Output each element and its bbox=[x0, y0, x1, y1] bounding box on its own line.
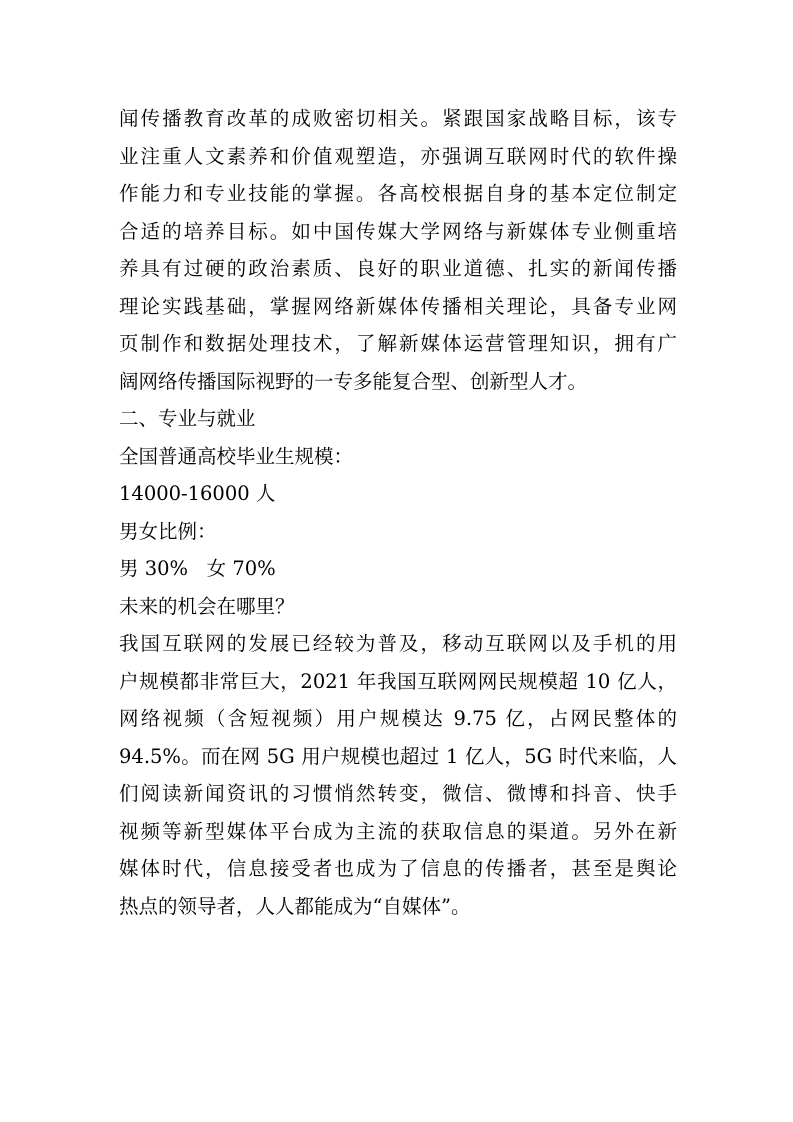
text-line: 我国互联网的发展已经较为普及，移动互联网以及手机的用 bbox=[119, 632, 677, 655]
text-line: 户规模都非常巨大，2021 年我国互联网网民规模超 10 亿人， bbox=[119, 669, 677, 693]
text-line: 媒体时代，信息接受者也成为了信息的传播者，甚至是舆论 bbox=[119, 857, 677, 880]
text-line: 闻传播教育改革的成败密切相关。紧跟国家战略目标，该专 bbox=[119, 107, 677, 130]
text-line: 理论实践基础，掌握网络新媒体传播相关理论，具备专业网 bbox=[119, 294, 677, 318]
text-line: 业注重人文素养和价值观塑造，亦强调互联网时代的软件操 bbox=[119, 144, 677, 168]
text-line: 网络视频（含短视频）用户规模达 9.75 亿，占网民整体的 bbox=[119, 707, 677, 730]
gender-ratio-value: 男 30% 女 70% bbox=[119, 557, 276, 580]
text-line: 们阅读新闻资讯的习惯悄然转变，微信、微博和抖音、快手 bbox=[119, 782, 677, 805]
text-line: 养具有过硬的政治素质、良好的职业道德、扎实的新闻传播 bbox=[119, 257, 677, 280]
opportunity-heading: 未来的机会在哪里？ bbox=[119, 594, 295, 618]
text-line: 94.5%。而在网 5G 用户规模也超过 1 亿人，5G 时代来临，人 bbox=[119, 744, 677, 768]
text-line: 阔网络传播国际视野的一专多能复合型、创新型人才。 bbox=[119, 369, 588, 393]
text-line: 页制作和数据处理技术，了解新媒体运营管理知识，拥有广 bbox=[119, 332, 677, 355]
gender-ratio-label: 男女比例： bbox=[119, 519, 217, 543]
paragraph-education-goals bbox=[119, 100, 679, 400]
text-line: 作能力和专业技能的掌握。各高校根据自身的基本定位制定 bbox=[119, 182, 677, 205]
section-heading: 二、专业与就业 bbox=[119, 407, 256, 430]
graduates-value: 14000-16000 人 bbox=[119, 482, 276, 505]
text-line: 视频等新型媒体平台成为主流的获取信息的渠道。另外在新 bbox=[119, 819, 677, 843]
document-page bbox=[119, 100, 679, 925]
text-line: 热点的领导者，人人都能成为“自媒体”。 bbox=[119, 894, 471, 918]
graduates-label: 全国普通高校毕业生规模： bbox=[119, 444, 354, 468]
text-line: 合适的培养目标。如中国传媒大学网络与新媒体专业侧重培 bbox=[119, 219, 677, 243]
paragraph-internet-opportunities bbox=[119, 625, 679, 925]
